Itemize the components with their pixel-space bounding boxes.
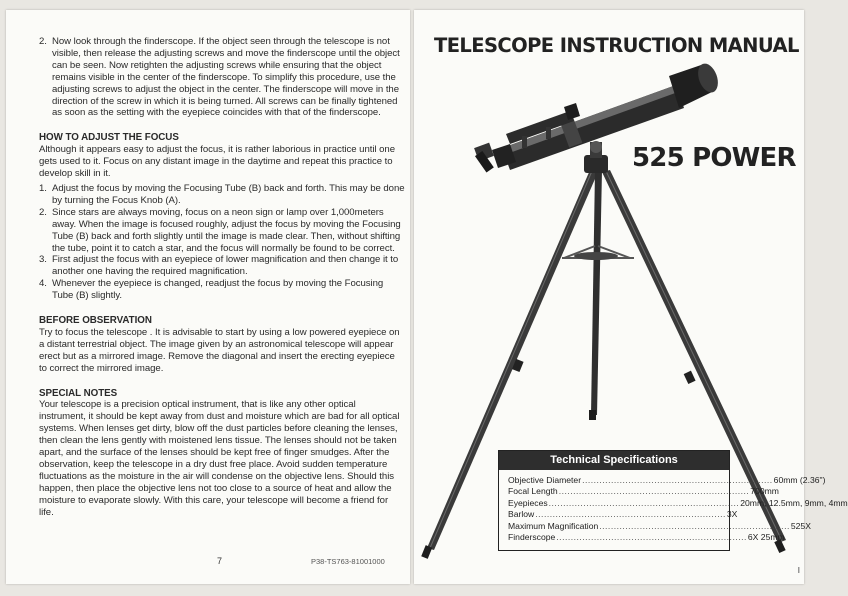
left-page bbox=[6, 10, 410, 584]
spec-value: 3X bbox=[726, 509, 738, 520]
spec-row bbox=[508, 497, 848, 509]
spec-row bbox=[508, 532, 785, 543]
observation-text: Try to focus the telescope . It is advisable to start by using a low powered eyepiece on a distant terrestrial object. The image given by an astronomical telescope will appear erect but as a mirrored image. Remove the diagonal and insert the erecting eyepiece to correct the mirrored image. bbox=[39, 326, 400, 374]
mount-icon bbox=[584, 141, 608, 173]
focus-step bbox=[39, 254, 405, 278]
document-code: P38-TS763-81001000 bbox=[311, 557, 385, 566]
spec-label: Objective Diameter bbox=[508, 475, 582, 485]
spec-value: 700mm bbox=[750, 486, 779, 497]
step-text: Whenever the eyepiece is changed, readjust the focus by moving the Focusing Tube (B) slightly. bbox=[52, 278, 384, 302]
observation-heading: BEFORE OBSERVATION bbox=[39, 315, 152, 327]
focus-intro: Although it appears easy to adjust the focus, it is rather laborious in practice until one gets used to it. Focus on any distant image in the daytime and repeat this practice to develop skill in it. bbox=[39, 144, 396, 180]
right-page bbox=[414, 10, 848, 584]
spec-value: 6X 25mm bbox=[747, 532, 785, 543]
spec-row bbox=[508, 486, 779, 497]
power-title: 525 POWER bbox=[632, 143, 796, 173]
spec-label: Focal Length bbox=[508, 486, 558, 497]
spec-row bbox=[508, 475, 826, 486]
step-number: 2. bbox=[39, 36, 47, 47]
page-number: 7 bbox=[217, 556, 223, 566]
spec-leader: .................................................................. bbox=[556, 532, 747, 543]
spec-leader: .................................................................. bbox=[535, 509, 726, 520]
step-text: Adjust the focus by moving the Focusing Tube (B) back and forth. This may be done by turning the Focus Knob (A). bbox=[52, 182, 405, 206]
specs-header: Technical Specifications bbox=[499, 451, 729, 470]
step-number: 2. bbox=[39, 206, 47, 218]
step-number: 4. bbox=[39, 278, 47, 290]
focus-steps bbox=[39, 183, 405, 302]
focus-step bbox=[39, 278, 405, 302]
spec-leader: .................................................................. bbox=[582, 475, 773, 485]
spec-label: Finderscope bbox=[508, 532, 556, 543]
spec-value: 20mm, 12.5mm, 9mm, 4mm bbox=[740, 497, 848, 508]
left-page-text bbox=[39, 36, 405, 519]
edge-mark: I bbox=[797, 566, 800, 575]
specs-table bbox=[499, 470, 848, 550]
spec-label: Barlow bbox=[508, 509, 535, 520]
step-text: Since stars are always moving, focus on a neon sign or lamp over 1,000meters away. When the image is focused roughly, adjust the focus by moving the Focusing Tube (B) back and forth slightly until the image is made clear. Then, without shifting the tube, point it to catch a star, and the focus will normally be found to be correct. bbox=[52, 206, 401, 254]
spec-leader: .................................................................. bbox=[548, 497, 740, 508]
finderscope-step bbox=[39, 36, 405, 119]
spec-label: Maximum Magnification bbox=[508, 520, 599, 531]
notes-heading: SPECIAL NOTES bbox=[39, 387, 118, 399]
step-number: 3. bbox=[39, 254, 47, 266]
spec-row bbox=[508, 509, 738, 520]
spec-value: 525X bbox=[790, 520, 811, 531]
spec-row bbox=[508, 520, 811, 532]
specs-box bbox=[498, 450, 848, 551]
focus-step bbox=[39, 207, 405, 255]
spec-leader: .................................................................. bbox=[558, 486, 750, 497]
focus-step bbox=[39, 183, 405, 207]
spec-label: Eyepieces bbox=[508, 497, 548, 508]
focus-heading: HOW TO ADJUST THE FOCUS bbox=[39, 132, 179, 144]
spec-leader: .................................................................. bbox=[599, 520, 790, 531]
manual-title: TELESCOPE INSTRUCTION MANUAL bbox=[434, 34, 799, 57]
spec-value: 60mm (2.36") bbox=[773, 475, 826, 485]
step-text: Now look through the finderscope. If the object seen through the telescope is not visible, then release the adjusting screws and move the finderscope until the object can be seen. Now retighten the adjusting screws while ensuring that the object remains visible in the center of the finderscope. To simplify this procedure, use the adjusting screws to adjust the object in the center. The finderscope will move in the direction of the screw in which it is being turned. All screws can be finally tightened as soon as the setting with the eyepiece coincides with that of the finderscope. bbox=[52, 36, 400, 119]
step-number: 1. bbox=[39, 182, 47, 194]
notes-text: Your telescope is a precision optical instrument, that is like any other optical instrument, it should be kept away from dust and moisture which are bad for all optical systems. When lenses get dirty, blow off the dust particles before cleaning the lenses, then clean the lens gently with moistened lens tissue. The lenses should not be taken apart, and the surface of the lenses should be kept free of finger smudges. After the observation, keep the telescope in a dry dust free place. Avoid sudden temperature fluctuations as the moisture in the air will condense on the objective lens. Should this happen, then place the objective lens not too close to a source of heat and allow the moisture to evaporate slowly. With this care, your telescope will become a friend for life. bbox=[39, 399, 400, 518]
step-text: First adjust the focus with an eyepiece of lower magnification and then change it to another one having the required magnification. bbox=[52, 254, 399, 278]
